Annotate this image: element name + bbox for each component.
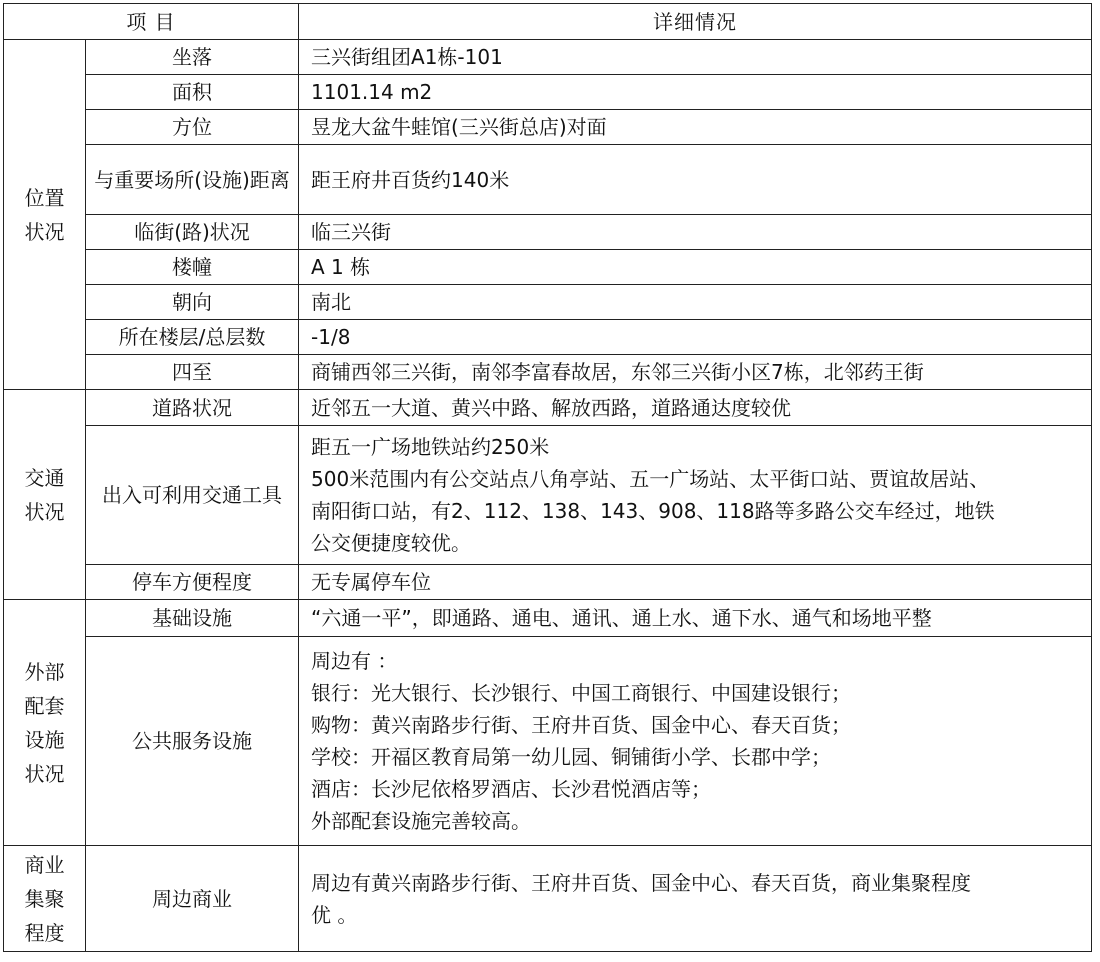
detail-line: 银行：光大银行、长沙银行、中国工商银行、中国建设银行；: [311, 681, 852, 705]
property-info-table: [3, 3, 1092, 952]
category-traffic: 交通 状况: [4, 390, 86, 600]
item-cell: 四至: [86, 355, 299, 390]
detail-cell: A 1 栋: [299, 250, 1092, 285]
detail-line: 学校：开福区教育局第一幼儿园、铜铺街小学、长郡中学；: [311, 745, 832, 769]
detail-line: 购物：黄兴南路步行街、王府井百货、国金中心、春天百货；: [311, 713, 852, 737]
table-row: [4, 145, 1092, 215]
table-row: [4, 426, 1092, 565]
table-row: [4, 285, 1092, 320]
detail-line: 酒店：长沙尼依格罗酒店、长沙君悦酒店等；: [311, 777, 712, 801]
table-row: [4, 355, 1092, 390]
category-facilities: 外部 配套 设施 状况: [4, 600, 86, 846]
detail-cell: “六通一平”，即通路、通电、通讯、通上水、通下水、通气和场地平整: [299, 600, 1092, 637]
detail-cell: 昱龙大盆牛蛙馆(三兴街总店)对面: [299, 110, 1092, 145]
detail-line: 南阳街口站，有2、112、138、143、908、118路等多路公交车经过，地铁: [311, 499, 995, 523]
detail-cell: 临三兴街: [299, 215, 1092, 250]
detail-cell: [299, 846, 1092, 952]
table-row: [4, 320, 1092, 355]
item-cell: 临街(路)状况: [86, 215, 299, 250]
table-row: [4, 565, 1092, 600]
table-row: [4, 390, 1092, 426]
detail-line: 优 。: [311, 902, 358, 927]
item-cell: 方位: [86, 110, 299, 145]
table-row: [4, 846, 1092, 952]
detail-line: 周边有 ：: [311, 649, 398, 673]
table-row: [4, 215, 1092, 250]
detail-cell: 1101.14 m2: [299, 75, 1092, 110]
item-cell: 基础设施: [86, 600, 299, 637]
detail-line: 周边有黄兴南路步行街、王府井百货、国金中心、春天百货，商业集聚程度: [311, 870, 972, 895]
category-location: 位置 状况: [4, 40, 86, 390]
detail-cell: [299, 637, 1092, 846]
table-row: [4, 75, 1092, 110]
detail-line: 外部配套设施完善较高。: [311, 809, 532, 833]
detail-cell: 三兴街组团A1栋-101: [299, 40, 1092, 75]
header-detail: 详细情况: [299, 4, 1092, 40]
header-item: 项 目: [4, 4, 299, 40]
detail-cell: 南北: [299, 285, 1092, 320]
item-cell: 朝向: [86, 285, 299, 320]
item-cell: 停车方便程度: [86, 565, 299, 600]
detail-cell: 距王府井百货约140米: [299, 145, 1092, 215]
item-cell: 面积: [86, 75, 299, 110]
item-cell: 与重要场所(设施)距离: [86, 145, 299, 215]
table-row: [4, 600, 1092, 637]
item-cell: 楼幢: [86, 250, 299, 285]
detail-cell: [299, 426, 1092, 565]
item-cell: 所在楼层/总层数: [86, 320, 299, 355]
item-cell: 公共服务设施: [86, 637, 299, 846]
detail-line: 公交便捷度较优。: [311, 531, 472, 555]
detail-line: 距五一广场地铁站约250米: [311, 435, 550, 459]
item-cell: 道路状况: [86, 390, 299, 426]
detail-cell: -1/8: [299, 320, 1092, 355]
detail-cell: 商铺西邻三兴街，南邻李富春故居，东邻三兴街小区7栋，北邻药王街: [299, 355, 1092, 390]
table-row: [4, 637, 1092, 846]
detail-cell: 近邻五一大道、黄兴中路、解放西路，道路通达度较优: [299, 390, 1092, 426]
table-row: [4, 110, 1092, 145]
item-cell: 周边商业: [86, 846, 299, 952]
detail-line: 500米范围内有公交站点八角亭站、五一广场站、太平街口站、贾谊故居站、: [311, 467, 990, 491]
category-commerce: 商业 集聚 程度: [4, 846, 86, 952]
item-cell: 出入可利用交通工具: [86, 426, 299, 565]
item-cell: 坐落: [86, 40, 299, 75]
table-row: [4, 250, 1092, 285]
table-header-row: [4, 4, 1092, 40]
table-row: [4, 40, 1092, 75]
detail-cell: 无专属停车位: [299, 565, 1092, 600]
